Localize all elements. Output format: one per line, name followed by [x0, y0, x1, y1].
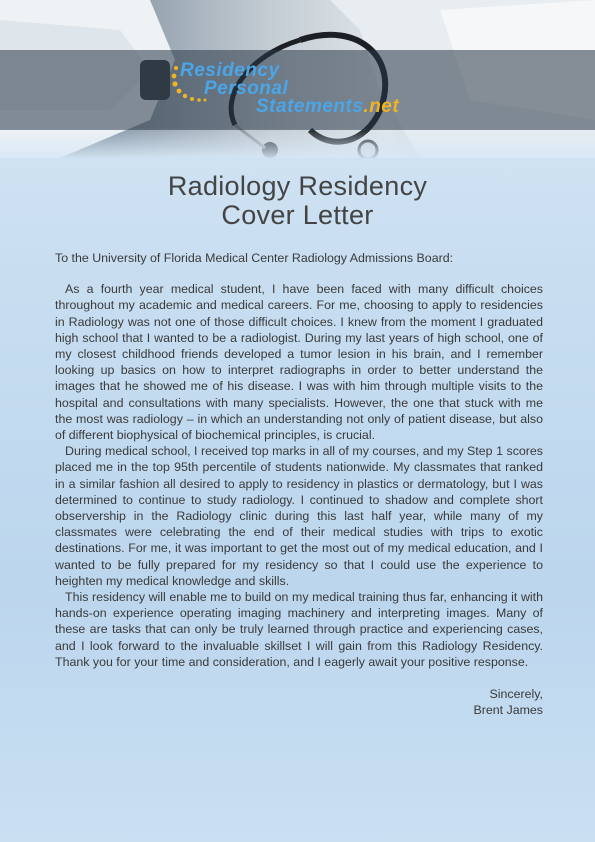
- document-title: [0, 172, 595, 230]
- title-line-1: Radiology Residency: [167, 171, 428, 201]
- logo-line-3: [256, 96, 399, 118]
- logo-line-2: Personal: [204, 78, 289, 99]
- salutation: To the University of Florida Medical Center Radiology Admissions Board:: [55, 251, 454, 265]
- paragraph-3: This residency will enable me to build on my medical training thus far, enhancing it with hands-on experience operating imaging machinery and interpreting images. Many of these are tasks that can only be truly learned through practice and experiencing cases, and I look forward to the invaluable skillset I will gain from this Radiology Residency. Thank you for your time and consideration, and I eagerly await your positive response.: [55, 590, 543, 669]
- logo-line-1: Residency: [180, 60, 280, 81]
- title-line-2: Cover Letter: [221, 200, 374, 230]
- closing-block: [55, 686, 543, 718]
- header-fade: [0, 128, 595, 158]
- site-logo[interactable]: [170, 60, 430, 122]
- logo-line-3-text: Statements: [256, 96, 364, 117]
- header-photo: [0, 0, 595, 158]
- closing: Sincerely,: [489, 687, 543, 702]
- paragraph-2: During medical school, I received top marks in all of my courses, and my Step 1 scores placed me in the top 95th percentile of students nationwide. My classmates that ranked in a similar fashion all desired to apply to residency in plastics or dermatology, but I was determined to continue to study radiology. I continued to shadow and complete short observership in the Radiology clinic during this last half year, while many of my classmates were celebrating the end of their medical studies with trips to exotic destinations. For me, it was important to get the most out of my medical education, and I wanted to be fully prepared for my residency so that I could use the experience to heighten my medical knowledge and skills.: [55, 444, 543, 588]
- logo-suffix: .net: [363, 96, 400, 117]
- signature: Brent James: [473, 703, 543, 718]
- paragraph-1: As a fourth year medical student, I have been faced with many difficult choices throughout my academic and medical careers. For me, choosing to apply to residencies in Radiology was not one of those difficult choices. I knew from the moment I graduated high school that I wanted to be a radiologist. During my last years of high school, one of my closest childhood friends developed a tumor lesion in his brain, and I remember looking up basics on how to interpret radiographs in order to better understand the images that he showed me of his disease. I was with him through multiple visits to the hospital and consultations with many specialists. However, the one that stuck with me the most was radiology – in which an understanding not only of patient disease, but also of different biophysical of biochemical principles, is crucial.: [55, 282, 543, 443]
- letter-body: [55, 250, 543, 718]
